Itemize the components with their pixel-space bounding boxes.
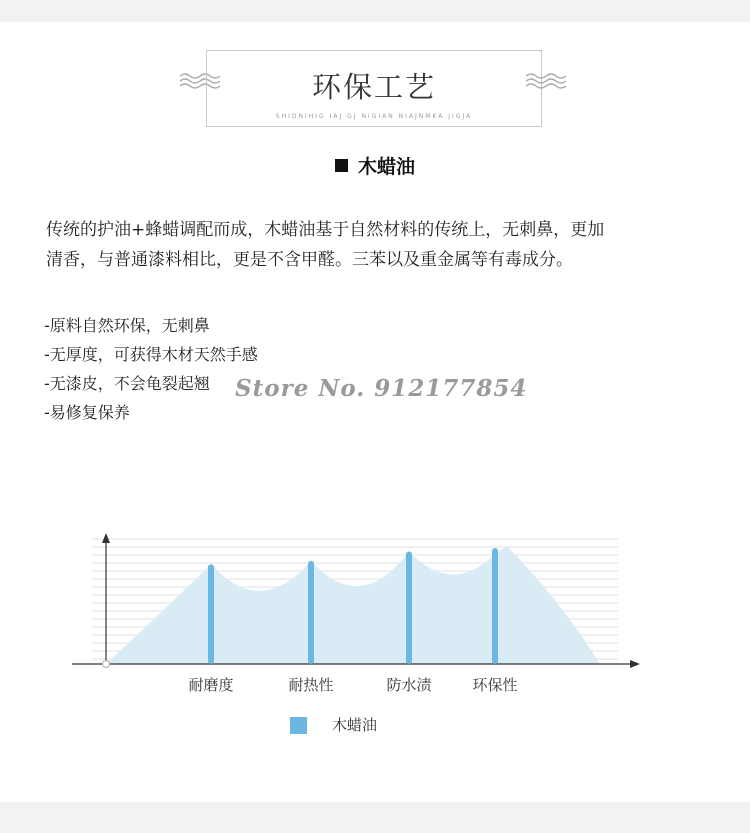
chart-bar <box>492 548 498 664</box>
legend-swatch <box>290 717 307 734</box>
feature-item: -无厚度，可获得木材天然手感 <box>44 345 258 364</box>
y-axis-arrow-icon <box>102 533 110 543</box>
feature-item: -易修复保养 <box>44 403 130 422</box>
store-watermark: Store No. 912177854 <box>235 375 528 402</box>
chart-area <box>106 546 600 664</box>
page-subtitle: SHIDNIHIG IAJ GJ NIGIAN NIAJNMKA JIGJA <box>275 113 473 120</box>
x-tick-label: 耐磨度 <box>188 676 234 694</box>
x-tick-label: 环保性 <box>472 676 518 694</box>
intro-line-1: 传统的护油+蜂蜡调配而成，木蜡油基于自然材料的传统上，无刺鼻，更加 <box>46 220 605 240</box>
x-axis-arrow-icon <box>630 660 640 668</box>
section-title: 木蜡油 <box>357 156 415 178</box>
x-tick-label: 防水渍 <box>386 676 432 694</box>
chart-bar <box>406 551 412 664</box>
chart-bar <box>208 564 214 664</box>
page-title: 环保工艺 <box>311 70 436 104</box>
intro-line-2: 清香，与普通漆料相比，更是不含甲醛。三苯以及重金属等有毒成分。 <box>46 250 573 270</box>
origin-marker <box>103 661 110 668</box>
feature-item: -原料自然环保，无刺鼻 <box>44 316 210 335</box>
chart-bar <box>308 561 314 664</box>
feature-item: -无漆皮，不会龟裂起翘 <box>44 374 210 393</box>
legend-label: 木蜡油 <box>332 716 378 734</box>
x-tick-label: 耐热性 <box>288 676 334 694</box>
